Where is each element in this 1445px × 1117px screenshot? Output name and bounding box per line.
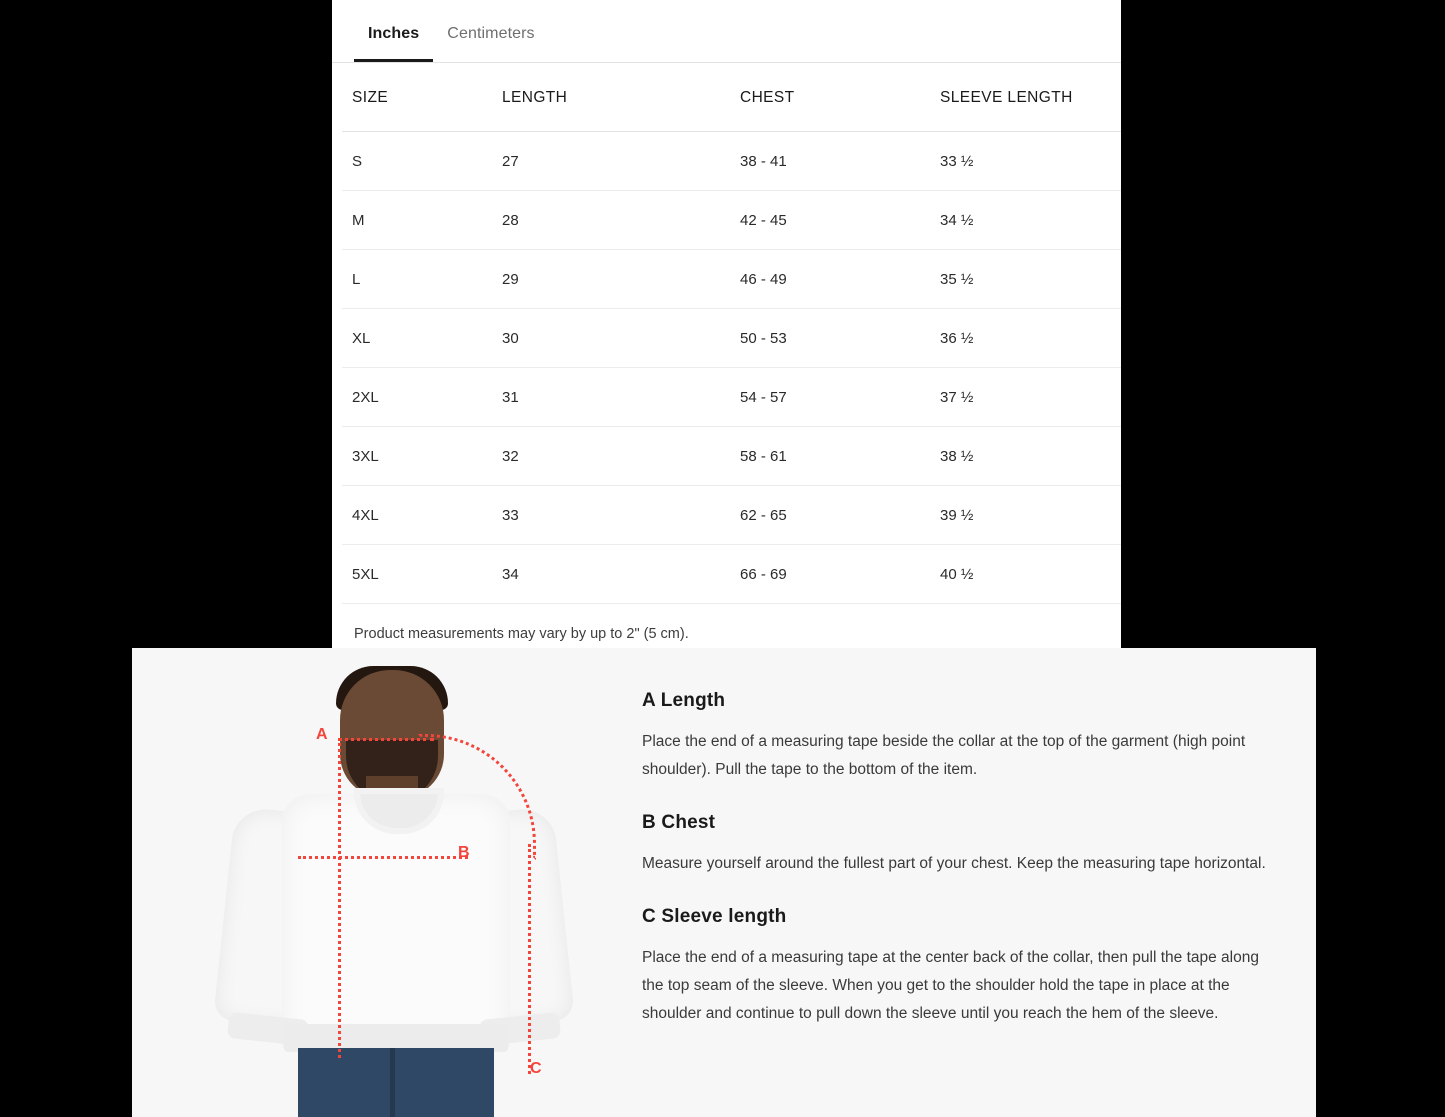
cell-size: L — [342, 250, 502, 309]
cell-sleeve-length: 35 ½ — [940, 250, 1121, 309]
column-header-size: SIZE — [342, 63, 502, 132]
model-illustration — [132, 648, 637, 1117]
model-jeans — [298, 1048, 494, 1117]
cell-length: 30 — [502, 309, 740, 368]
tab-centimeters-label: Centimeters — [447, 25, 535, 42]
cell-sleeve-length: 34 ½ — [940, 191, 1121, 250]
tab-inches-label: Inches — [368, 25, 420, 42]
label-b-icon: B — [458, 844, 470, 861]
body-a-length: Place the end of a measuring tape beside the collar at the top of the garment (high point shoulder). Pull the tape to the bottom of the item. — [642, 733, 1246, 778]
measure-instructions — [637, 648, 1316, 1117]
table-row — [342, 368, 1121, 427]
size-table — [342, 63, 1121, 604]
unit-tabs — [332, 0, 1121, 63]
cell-length: 32 — [502, 427, 740, 486]
cell-chest: 38 - 41 — [740, 132, 940, 191]
table-row — [342, 427, 1121, 486]
cell-sleeve-length: 39 ½ — [940, 486, 1121, 545]
column-header-length: LENGTH — [502, 63, 740, 132]
cell-length: 28 — [502, 191, 740, 250]
cell-sleeve-length: 37 ½ — [940, 368, 1121, 427]
cell-chest: 46 - 49 — [740, 250, 940, 309]
cell-length: 31 — [502, 368, 740, 427]
garment-diagram — [132, 648, 637, 1117]
table-header-row — [342, 63, 1121, 132]
table-row — [342, 191, 1121, 250]
size-table-wrapper — [332, 63, 1121, 642]
cell-sleeve-length: 33 ½ — [940, 132, 1121, 191]
cell-chest: 62 - 65 — [740, 486, 940, 545]
label-a-icon: A — [316, 726, 328, 743]
cell-size: M — [342, 191, 502, 250]
cell-length: 27 — [502, 132, 740, 191]
cell-length: 34 — [502, 545, 740, 604]
cell-chest: 58 - 61 — [740, 427, 940, 486]
cell-sleeve-length: 38 ½ — [940, 427, 1121, 486]
table-row — [342, 309, 1121, 368]
cell-length: 33 — [502, 486, 740, 545]
heading-a-length: A Length — [642, 690, 726, 711]
tab-centimeters[interactable] — [433, 25, 548, 62]
body-c-sleeve-length: Place the end of a measuring tape at the center back of the collar, then pull the tape along the top seam of the sleeve. When you get to the shoulder hold the tape in place at the shoulder and continue to pull down the sleeve until you reach the hem of the sleeve. — [642, 949, 1259, 1022]
cell-size: S — [342, 132, 502, 191]
cell-size: 3XL — [342, 427, 502, 486]
length-measure-line — [338, 738, 341, 1058]
table-row — [342, 250, 1121, 309]
cell-size: 4XL — [342, 486, 502, 545]
cell-chest: 50 - 53 — [740, 309, 940, 368]
body-b-chest: Measure yourself around the fullest part of your chest. Keep the measuring tape horizontal. — [642, 855, 1266, 872]
cell-chest: 66 - 69 — [740, 545, 940, 604]
label-c-icon: C — [530, 1060, 542, 1077]
column-header-sleeve-length: SLEEVE LENGTH — [940, 63, 1121, 132]
cell-chest: 54 - 57 — [740, 368, 940, 427]
table-row — [342, 486, 1121, 545]
cell-chest: 42 - 45 — [740, 191, 940, 250]
heading-c-sleeve-length: C Sleeve length — [642, 906, 787, 927]
size-chart-panel — [332, 0, 1121, 648]
sleeve-measure-line-lower — [528, 844, 531, 1074]
cell-sleeve-length: 36 ½ — [940, 309, 1121, 368]
column-header-chest: CHEST — [740, 63, 940, 132]
cell-size: 2XL — [342, 368, 502, 427]
cell-size: XL — [342, 309, 502, 368]
measure-guide-panel — [132, 648, 1316, 1117]
cell-length: 29 — [502, 250, 740, 309]
heading-b-chest: B Chest — [642, 812, 716, 833]
table-row — [342, 132, 1121, 191]
cell-size: 5XL — [342, 545, 502, 604]
tab-inches[interactable] — [354, 25, 433, 62]
measurement-variance-note: Product measurements may vary by up to 2" (5 cm). — [354, 626, 689, 642]
table-row — [342, 545, 1121, 604]
cell-sleeve-length: 40 ½ — [940, 545, 1121, 604]
